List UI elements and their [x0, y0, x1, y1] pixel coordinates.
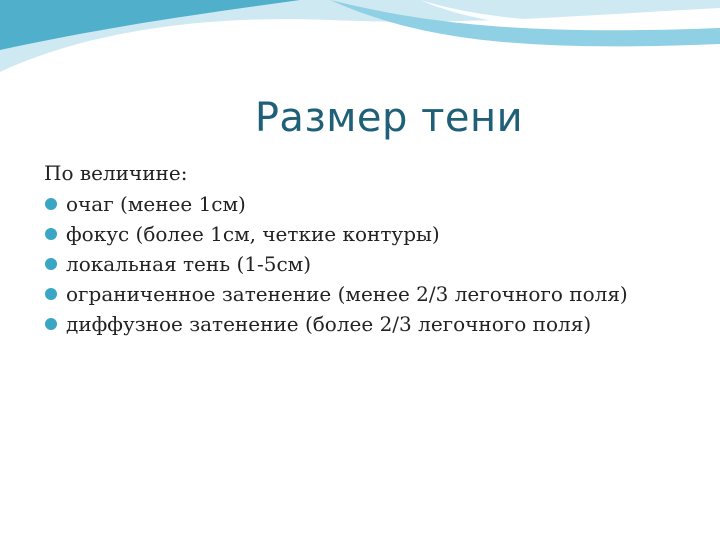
slide-body — [44, 157, 684, 339]
list-item-text: фокус (более 1см, четкие контуры) — [66, 222, 440, 246]
slide-title-container — [0, 88, 720, 148]
list-item — [44, 309, 684, 339]
list-item-text: диффузное затенение (более 2/3 легочного поля) — [66, 312, 592, 336]
list-item-text: очаг (менее 1см) — [66, 192, 246, 216]
lead-text: По величине: — [44, 161, 188, 185]
list-item — [44, 279, 684, 309]
slide-title: Размер тени — [254, 95, 524, 141]
list-item — [44, 219, 684, 249]
bullet-icon — [45, 258, 57, 270]
list-item — [44, 189, 684, 219]
bullet-icon — [45, 288, 57, 300]
list-item — [44, 249, 684, 279]
bullet-icon — [45, 228, 57, 240]
list-item-text: локальная тень (1-5см) — [66, 252, 312, 276]
bullet-icon — [45, 318, 57, 330]
list-item-text: ограниченное затенение (менее 2/3 легочного поля) — [66, 282, 628, 306]
bullet-icon — [45, 198, 57, 210]
decorative-wave-header — [0, 0, 720, 80]
